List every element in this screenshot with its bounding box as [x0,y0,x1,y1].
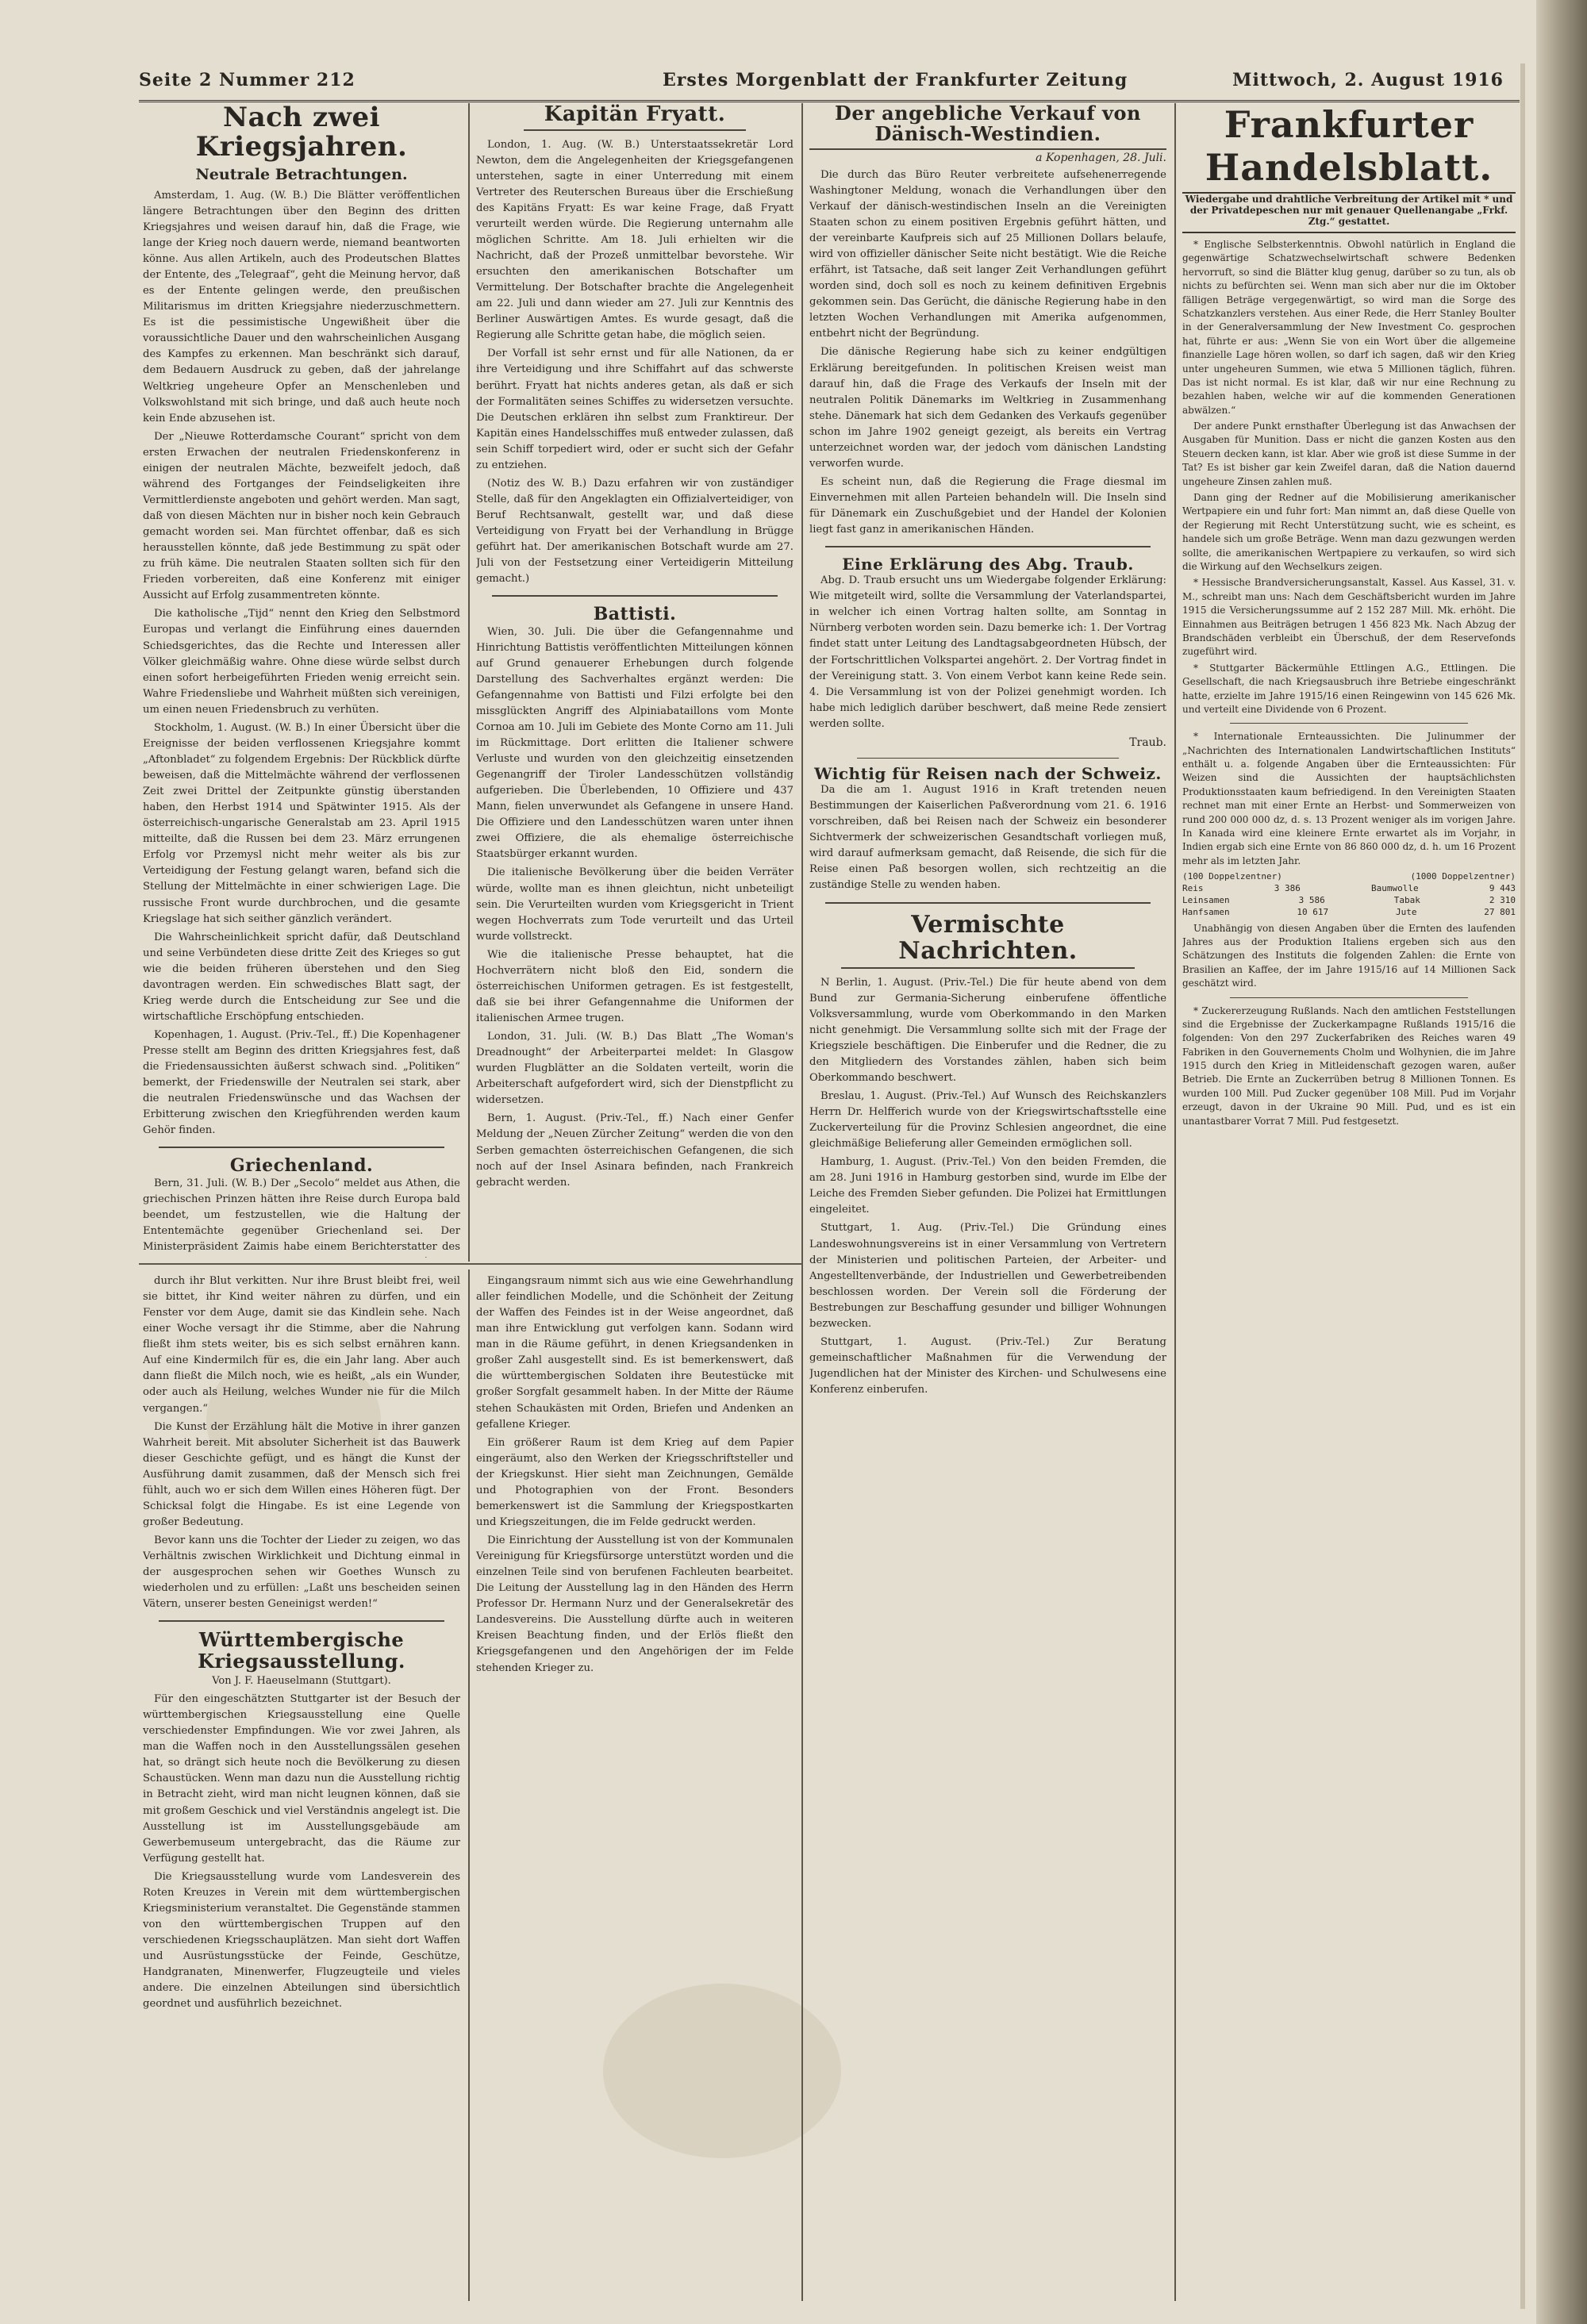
column-feuilleton [143,1273,460,2297]
article-paragraph: Die Kunst der Erzählung hält die Motive in ihrer ganzen Wahrheit bereit. Mit absoluter Sicherheit ist das Bauwerk dieser Geschichte gefügt, und es hängt die Kunst der Ausführung damit zusammen, daß der Mensch sich frei fühlt, auch wo er sich dem Willen eines Höheren fügt. Der Schicksal folgt die Hingabe. Es ist eine Legende von großer Bedeutung. [143,1420,460,1528]
article-paragraph: Abg. D. Traub ersucht uns um Wiedergabe folgender Erklärung: Wie mitgeteilt wird, sollte die Versammlung der Vaterlandspartei, in welcher ich einen Vortrag halten sollte, am Sonntag in Nürnberg verboten worden sein. Dazu bemerke ich: 1. Der Vortrag findet statt unter Leitung des Landtagsabgeordneten Hübsch, der der Fortschrittlichen Volkspartei angehört. 2. Der Vortrag findet in der Vereinigung statt. 3. Von einem Verbot kann keine Rede sein. 4. Die Versammlung ist von der Polizei genehmigt worden. Ich habe mich lediglich darüber beschwert, daß meine Rede zensiert werden sollte. [809,574,1166,730]
article-paragraph: Eingangsraum nimmt sich aus wie eine Gewehrhandlung aller feindlichen Modelle, und die Schönheit der Zeitung der Waffen des Feindes ist in der Weise angeordnet, daß man ihre Entwicklung gut verfolgen kann. Sodann wird man in die Räume geführt, in denen Kriegsandenken in großer Zahl ausgestellt sind. Es ist bemerkenswert, daß die württembergischen Soldaten ihre Beutestücke mit großer Sorgfalt gesammelt haben. In der Mitte der Räume stehen Schaukästen mit Orden, Briefen und Andenken an gefallene Krieger. [476,1275,794,1431]
article-paragraph: N Berlin, 1. August. (Priv.-Tel.) Die für heute abend von dem Bund zur Germania-Sicherung einberufene öffentliche Volksversammlung, wurde vom Oberkommando in den Marken nicht genehmigt. Die Versammlung sollte sich mit der Frage der Kriegsziele beschäftigen. Die Einberufer und die Redner, die zu den Mitgliedern des Vorstandes zählen, haben sich beim Oberkommando beschwert. [809,976,1166,1084]
article-paragraph: Der „Nieuwe Rotterdamsche Courant“ spricht von dem ersten Erwachen der neutralen Friedenskonferenz in einigen der neutralen Mächte, bezweifelt jedoch, daß während des Fortganges der Feindseligkeiten ihre Vermittlerdienste angeboten und gehört werden. Man sagt, daß von diesen Mächten nur in bisher noch kein Gebrauch gemacht worden sei. Man fürchtet offenbar, daß es sich herausstellen könnte, daß jede Bestimmung zu spät oder zu früh käme. Die neutralen Staaten sollten sich für den Frieden vorbereiten, daß eine Konferenz mit einiger Aussicht auf Erfolg zusammentreten könnte. [143,430,460,602]
article-paragraph: (Notiz des W. B.) Dazu erfahren wir von zuständiger Stelle, daß für den Angeklagten ein Offizialverteidiger, von Beruf Rechtsanwalt, gestellt war, und daß diese Verteidigung von Fryatt bei der Verhandlung in Brügge geführt hat. Der amerikanischen Botschaft wurde am 27. Juli von der Festsetzung einer Verteidigerin Mitteilung gemacht.) [476,477,794,586]
crop-table-row: Leinsamen 3 586 Tabak 2 310 [1182,894,1516,905]
masthead-notice: Wiedergabe und drahtliche Verbreitung der Artikel mit * und der Privatdepeschen nur mit genauer Quellenangabe „Frkf. Ztg.“ gestattet. [1182,194,1516,233]
article-paragraph: Bern, 31. Juli. (W. B.) Der „Secolo“ meldet aus Athen, die griechischen Prinzen hätten ihre Reise durch Europa bald beendet, um festzustellen, wie die Haltung der Ententemächte gegenüber Griechenland sei. Der Ministerpräsident Zaimis habe einem Berichterstatter des [143,1177,460,1253]
article-paragraph: Hamburg, 1. August. (Priv.-Tel.) Von den beiden Fremden, die am 28. Juni 1916 in Hamburg gestorben sind, wurde im Elbe der Leiche des Fremden Sieber gefunden. Die Polizei hat Ermittlungen eingeleitet. [809,1156,1166,1216]
article-paragraph: Kopenhagen, 1. August. (Priv.-Tel., ff.) Die Kopenhagener Presse stellt am Beginn des dritten Kriegsjahres fest, daß die Friedensaussichten äußerst schwach sind. „Politiken“ bemerkt, der Friedenswille der Neutralen sei stark, aber die neutralen Friedenswünsche und das Wachsen der Erbitterung zwischen den Kriegführenden werden kaum Gehör finden. [143,1029,460,1137]
article-paragraph: Dann ging der Redner auf die Mobilisierung amerikanischer Wertpapiere ein und fuhr fort: Man nimmt an, daß diese Quelle von der Regierung mit Recht Unterstützung sucht, wie es scheint, es handele sich um große Beträge. Wenn man dazu gezwungen werden sollte, die amerikanischen Wertpapiere zu verkaufen, so wird sich die Wirkung auf den Wechselkurs zeigen. [1182,492,1516,572]
article-paragraph: Die Wahrscheinlichkeit spricht dafür, daß Deutschland und seine Verbündeten diese dritte Zeit des Krieges so gut wie die beiden früheren überstehen und den Sieg davontragen werden. Ein schwedisches Blatt sagt, der Krieg werde durch die Entscheidung zur See und die wirtschaftliche Erschöpfung entschieden. [143,931,460,1023]
article-headline: Battisti. [593,604,677,625]
article-paragraph: Die Einrichtung der Ausstellung ist von der Kommunalen Vereinigung für Kriegsfürsorge unterstützt worden und die einzelnen Teile sind von berufenen Fachleuten bearbeitet. Die Leitung der Ausstellung lag in den Händen des Herrn Professor Dr. Hermann Nurz und der Generalsekretär des Landesvereins. Die Ausstellung dürfte auch in weiteren Kreisen Beachtung finden, und der Erlös fließt den Kriegsgefangenen und den Angehörigen der im Felde stehenden Krieger zu. [476,1535,794,1674]
page-header [139,67,1520,102]
article-subheadline: Neutrale Betrachtungen. [195,165,408,183]
article-headline: Griechenland. [229,1155,374,1177]
article-paragraph: Unabhängig von diesen Angaben über die Ernten des laufenden Jahres aus der Produktion Italiens ergeben sich aus den Schätzungen des Instituts die folgenden Zahlen: die Ernte von Brasilien an Kaffee, der im Jahre 1915/16 auf 14 Millionen Sack geschätzt wird. [1182,922,1516,989]
column-feuilleton-continued [476,1273,794,2297]
article-dateline: a Kopenhagen, 28. Juli. [1036,151,1166,164]
crop-table-row: Reis 3 386 Baumwolle 9 443 [1182,883,1516,894]
article-paragraph: Stockholm, 1. August. (W. B.) In einer Übersicht über die Ereignisse der beiden verflossenen Kriegsjahre kommt „Aftonbladet“ zu folgendem Ergebnis: Der Rückblick dürfte beweisen, daß die Mittelmächte während der verflossenen Zeit zwei Drittel der Zeitpunkte günstig überstanden haben, den Herbst 1914 und Spätwinter 1915. Als der österreichisch-ungarische Generalstab am 23. April 1915 mitteilte, daß die Russen bei dem 23. März errungenen Erfolg vor Przemysl nicht mehr weiter als bis zur Verteidigung der Festung gelangt waren, befand sich die Stellung der Mittelmächte in einer schwierigen Lage. Die russische Front wurde durchbrochen, und die gesamte Kriegslage hat sich seither gänzlich verändert. [143,721,460,925]
article-paragraph: Es scheint nun, daß die Regierung die Frage diesmal im Einvernehmen mit allen Parteien behandeln will. Die Inseln sind für Dänemark ein Zuschußgebiet und der Handel der Kolonien liegt fast ganz in amerikanischen Händen. [809,475,1166,536]
article-paragraph: Die katholische „Tijd“ nennt den Krieg den Selbstmord Europas und verlangt die Einführung eines dauernden Schiedsgerichtes, das die Rechte und Interessen aller Völker gleichmäßig wahre. Ohne diese würde selbst durch einen sofort herbeigeführten Frieden wenig erreicht sein. Wahre Friedensliebe und Wahrheit müßten sich vereinigen, um einen neuen Friedensbruch zu verhüten. [143,608,460,716]
article-paragraph: Bevor kann uns die Tochter der Lieder zu zeigen, wo das Verhältnis zwischen Wirklichkeit und Dichtung einmal in der ausgesprochen sehen wir Goethes Wunsch zu wiederholen und zu erfüllen: „Laßt uns bescheiden seinen Vätern, unserer besten Geneinigst werden!“ [143,1535,460,1611]
article-headline: Der angebliche Verkauf von Dänisch-Westindien. [809,103,1166,150]
article-paragraph: * Hessische Brandversicherungsanstalt, Kassel. Aus Kassel, 31. v. M., schreibt man uns: Nach dem Geschäftsbericht wurden im Jahre 1915 die Versicherungssumme auf 2 152 287 Mill. Mk. erhöht. Die Einnahmen aus Beiträgen betrugen 1 456 823 Mk. Nach Abzug der Brandschäden verbleibt ein Überschuß, der dem Reservefonds zugeführt wird. [1182,577,1516,658]
article-headline: Württembergische Kriegsausstellung. [198,1628,405,1673]
article-headline: Wichtig für Reisen nach der Schweiz. [814,764,1162,784]
column-danish-west-indies [809,103,1166,2301]
page-number-label: Seite 2 Nummer 212 [139,70,355,90]
article-paragraph: Der andere Punkt ernsthafter Überlegung ist das Anwachsen der Ausgaben für Munition. Dass er nicht die ganzen Kosten aus den Steuern decken kann, ist klar. Aber wie groß ist diese Summe in der Tat? Es ist bisher gar kein Zweifel daran, daß die Nation dauernd ungeheure Zinsen zahlen muß. [1182,421,1516,487]
section-masthead: Frankfurter Handelsblatt. [1182,103,1516,194]
article-paragraph: Der Vorfall ist sehr ernst und für alle Nationen, da er ihre Verteidigung und ihre Schiffahrt auf das schwerste berührt. Fryatt hat nichts anderes getan, als daß er sich der Formalitäten seines Schiffes zu widersetzen versuchte. Die Deutschen erklären ihn selbst zum Franktireur. Der Kapitän eines Handelsschiffes muß entweder zulassen, daß sein Schiff torpediert wird, oder er sucht sich der Gefahr zu entziehen. [476,348,794,471]
article-paragraph: Bern, 1. August. (Priv.-Tel., ff.) Nach einer Genfer Meldung der „Neuen Zürcher Zeitung“ werden die von den Serben gemachten österreichischen Gefangenen, die sich noch auf der Insel Asinara befinden, nach Frankreich gebracht werden. [476,1112,794,1189]
article-paragraph: * Zuckererzeugung Rußlands. Nach den amtlichen Feststellungen sind die Ergebnisse der Zuckerkampagne Rußlands 1915/16 die folgenden: Von den 297 Zuckerfabriken des Reiches waren 49 Fabriken in den Gouvernements Cholm und Wolhynien, die im Jahre 1915 durch den Krieg in Mitleidenschaft gezogen waren, außer Betrieb. Die Ernte an Zuckerrüben betrug 8 Millionen Tonnen. Es wurden 100 Mill. Pud Zucker gegenüber 108 Mill. Pud im Vorjahr erzeugt, davon in der Ukraine 90 Mill. Pud, und es ist ein unantastbarer Vorrat 7 Mill. Pud festgesetzt. [1182,1005,1516,1127]
article-paragraph: durch ihr Blut verkitten. Nur ihre Brust bleibt frei, weil sie bittet, ihr Kind weiter nähren zu dürfen, und ein Fenster vor dem Auge, damit sie das Kindlein sehe. Nach einer Woche versagt ihr die Stimme, aber die Nahrung fließt ihm stets weiter, bis es sich selbst ernähren kann. Auf eine Kindermilch für es, die ein Jahr lang. Aber auch dann fließt die Milch noch, wie es heißt, „als ein Wunder, oder auch als Heilung, welches Wunder nie für die Milch vergangen.“ [143,1275,460,1415]
crop-table-header: (100 Doppelzentner) (1000 Doppelzentner) [1182,871,1516,882]
column-fryatt [476,103,794,1258]
article-headline: Nach zwei Kriegsjahren. [195,103,408,163]
issue-date: Mittwoch, 2. August 1916 [1232,70,1504,90]
column-handelsblatt [1182,103,1516,2301]
column-rule [468,1270,470,2301]
binding-edge [1536,0,1587,2324]
section-rule [139,1263,801,1265]
column-rule [1174,103,1176,2301]
article-headline: Kapitän Fryatt. [524,103,746,131]
article-paragraph: Ein größerer Raum ist dem Krieg auf dem Papier eingeräumt, also den Werken der Kriegsschriftsteller und der Kriegskunst. Hier sieht man Zeichnungen, Gemälde und Photographien von der Front. Besonders bemerkenswert ist die Sammlung der Kriegspostkarten und Kriegszeitungen, die im Felde gedruckt werden. [476,1436,794,1528]
article-paragraph: Die italienische Bevölkerung über die beiden Verräter würde, wollte man es ihnen gleichtun, nicht unbeteiligt sein. Die Verurteilten wurden vom Kriegsgericht in Trient wegen Hochverrats zum Tode verurteilt und das Urteil wurde vollstreckt. [476,866,794,943]
column-war-years [143,103,460,1258]
article-paragraph: Die Kriegsausstellung wurde vom Landesverein des Roten Kreuzes in Verein mit dem württembergischen Kriegsministerium veranstaltet. Die Gegenstände stammen von den württembergischen Truppen auf den verschiedenen Kriegsschauplätzen. Man sieht dort Waffen und Ausrüstungsstücke der Feinde, Geschütze, Handgranaten, Minenwerfer, Flugzeugteile und vieles andere. Die einzelnen Abteilungen sind übersichtlich geordnet und ausführlich bezeichnet. [143,1870,460,2011]
column-rule [801,103,803,2301]
newspaper-edition-title: Erstes Morgenblatt der Frankfurter Zeitung [663,70,1128,90]
crop-table [1182,871,1516,918]
article-paragraph: Wien, 30. Juli. Die über die Gefangennahme und Hinrichtung Battistis veröffentlichten Mitteilungen können auf Grund genauerer Erhebungen durch folgende Darstellung des Sachverhaltes ergänzt werden: Die Gefangennahme von Battisti und Filzi erfolgte bei den missglückten Angriff des Alpiniabataillons vom Monte Cornoa am 10. Juli im Gebiete des Monte Corno am 11. Juli im Rückmittage. Dort erlitten die Italiener schwere Verluste und wurden von den gleichzeitig einsetzenden Gegenangriff der Tiroler Landesschützen vollständig aufgerieben. Die Überlebenden, 10 Offiziere und 437 Mann, fielen unverwundet als Gefangene in unsere Hand. Die Offiziere und den Landesschützen waren unter ihnen zwei Offiziere, die als ehemalige österreichische Staatsbürger erkannt wurden. [476,625,794,861]
article-paragraph: Stuttgart, 1. August. (Priv.-Tel.) Zur Beratung gemeinschaftlicher Maßnahmen für die Verwendung der Jugendlichen hat der Minister des Kirchen- und Schulwesens eine Konferenz einberufen. [809,1335,1166,1396]
article-byline: Von J. F. Haeuselmann (Stuttgart). [212,1675,391,1688]
article-paragraph: London, 1. Aug. (W. B.) Unterstaatssekretär Lord Newton, dem die Angelegenheiten der Kriegsgefangenen unterstehen, sagte in einer Unterredung mit einem Vertreter des Reuterschen Bureaus über die Erschießung des Kapitäns Fryatt: Es war keine Frage, daß Fryatt verurteilt werden würde. Die Regierung unternahm alle möglichen Schritte. Am 18. Juli erhielten wir die Nachricht, daß der Prozeß unmittelbar bevorstehe. Wir ersuchten den amerikanischen Botschafter um Vermittelung. Der Botschafter brachte die Angelegenheit am 22. Juli und dann wieder am 27. Juli zur Kenntnis des Berliner Auswärtigen Amtes. Es wurde gesagt, daß die Regierung alle Schritte getan habe, die möglich seien. [476,138,794,342]
article-paragraph: Die durch das Büro Reuter verbreitete aufsehenerregende Washingtoner Meldung, wonach die Verhandlungen über den Verkauf der dänisch-westindischen Inseln an die Vereinigten Staaten schon zu einem positiven Ergebnis geführt hätten, und der vereinbarte Kaufpreis sich auf 25 Millionen Dollars belaufe, wird von offizieller dänischer Seite nicht bestätigt. Wie die Reiche erfährt, ist Tatsache, daß seit langer Zeit Verhandlungen geführt worden sind, doch soll es noch zu keinem definitiven Ergebnis gekommen sein. Das Gerücht, die dänische Regierung habe in den letzten Wochen Verhandlungen mit Amerika aufgenommen, entbehrt nicht der Begründung. [809,168,1166,340]
article-paragraph: Amsterdam, 1. Aug. (W. B.) Die Blätter veröffentlichen längere Betrachtungen über den Beginn des dritten Kriegsjahres und weisen darauf hin, daß die Frage, wie lange der Krieg noch dauern werde, niemand beantworten könne. Aus allen Artikeln, auch des Prodeutschen Blattes der Entente, des „Telegraaf“, geht die Meinung hervor, daß es der Entente gelingen werde, den preußischen Militarismus im dritten Kriegsjahre niederzuschmettern. Es ist die pessimistische Ungewißheit über die voraussichtliche Dauer und den wahrscheinlichen Ausgang des Kampfes zu erkennen. Man beschränkt sich darauf, dem Bedauern Ausdruck zu geben, daß der jahrelange Weltkrieg ungeheure Opfer an Menschenleben und Volkswohlstand mit sich bringe, und daß auch heute noch kein Ende abzusehen ist. [143,189,460,424]
article-paragraph: * Englische Selbsterkenntnis. Obwohl natürlich in England die gegenwärtige Schatzwechselwirtschaft schwere Bedenken hervorruft, so sind die Blätter klug genug, darüber so zu tun, als ob nichts zu befürchten sei. Wenn man sich aber nur die im Oktober fälligen Beträge vergegenwärtigt, so wird man die Sorge des Schatzkanzlers verstehen. Aus einer Rede, die Herr Stanley Boulter in der Generalversammlung der New Investment Co. gesprochen hat, führte er aus: „Wenn Sie von ein Wort über die allgemeine finanzielle Lage hören wollen, so darf ich sagen, daß wir den Krieg unter ungeheuren Summen, wie etwa 5 Millionen täglich, führen. Das ist nicht normal. Es ist klar, daß wir nur eine Rechnung zu bezahlen haben, welche wir auf die kommenden Generationen abwälzen.“ [1182,239,1516,416]
page-gutter [1520,63,1525,2309]
article-paragraph: * Stuttgarter Bäckermühle Ettlingen A.G., Ettlingen. Die Gesellschaft, die nach Kriegsausbruch ihre Betriebe eingeschränkt hatte, erzielte im Jahre 1915/16 einen Reingewinn von 145 626 Mk. und verteilt eine Dividende von 6 Prozent. [1182,662,1516,715]
article-paragraph: Stuttgart, 1. Aug. (Priv.-Tel.) Die Gründung eines Landeswohnungsvereins ist in einer Versammlung von Vertretern der Ministerien und politischen Parteien, der Arbeiter- und Angestelltenverbände, der Industriellen und Gewerbetreibenden beschlossen worden. Der Verein soll die Förderung der Bestrebungen zur Beschaffung gesunder und billiger Wohnungen bezwecken. [809,1222,1166,1330]
article-paragraph: Da die am 1. August 1916 in Kraft tretenden neuen Bestimmungen der Kaiserlichen Paßverordnung vom 21. 6. 1916 vorschreiben, daß bei Reisen nach der Schweiz ein besonderer Sichtvermerk der schweizerischen Gesandtschaft vorliegen muß, wird darauf aufmerksam gemacht, daß Reisende, die sich für die Reise einen Paß besorgen wollen, sich rechtzeitig an die zuständige Stelle zu wenden haben. [809,784,1166,892]
article-signature: Traub. [1129,736,1166,749]
article-paragraph: Breslau, 1. August. (Priv.-Tel.) Auf Wunsch des Reichskanzlers Herrn Dr. Helfferich wurde von der Kriegswirtschaftsstelle eine Zuckerverteilung für die Provinz Schlesien angeordnet, die eine gleichmäßige Belieferung aller Gemeinden ermöglichen soll. [809,1089,1166,1150]
article-paragraph: Für den eingeschätzten Stuttgarter ist der Besuch der württembergischen Kriegsausstellung eine Quelle verschiedenster Empfindungen. Wie vor zwei Jahren, als man die Waffen noch in den Ausstellungssälen gesehen hat, so drängt sich heute noch die Bevölkerung zu diesen Schaustücken. Wenn man dazu nun die Ausstellung richtig in Betracht zieht, wird man nicht leugnen können, daß sie mit großem Geschick und viel Verständnis angelegt ist. Die Ausstellung ist im Ausstellungsgebäude am Gewerbemuseum untergebracht, das die Räume zur Verfügung gestellt hat. [143,1693,460,1865]
article-headline: Eine Erklärung des Abg. Traub. [842,555,1134,574]
article-paragraph: * Internationale Ernteaussichten. Die Julinummer der „Nachrichten des Internationalen Landwirtschaftlichen Instituts“ enthält u. a. folgende Angaben über die Ernteaussichten: Für Weizen sind die Aussichten der hauptsächlichsten Produktionsstaaten kaum befriedigend. In den Vereinigten Staaten rechnet man mit einer Ernte an Herbst- und Sommerweizen von rund 200 000 000 dz, d. s. 13 Prozent weniger als im vorigen Jahre. In Kanada wird eine kleinere Ernte erwartet als im Vorjahr, in Indien ergab sich eine Ernte von 86 860 000 dz, d. h. um 16 Prozent mehr als im letzten Jahr. [1182,731,1516,866]
article-headline: Vermischte Nachrichten. [841,912,1135,969]
article-paragraph: London, 31. Juli. (W. B.) Das Blatt „The Woman's Dreadnought“ der Arbeiterpartei meldet: In Glasgow wurden Flugblätter an die Soldaten verteilt, worin die Arbeiterschaft aufgefordert wird, sich der Dienstpflicht zu widersetzen. [476,1031,794,1107]
article-paragraph: Wie die italienische Presse behauptet, hat die Hochverrätern nicht bloß den Eid, sondern die österreichischen Uniformen getragen. Es ist festgestellt, daß sie bei ihrer Gefangennahme die Uniformen der italienischen Armee trugen. [476,948,794,1025]
column-rule [468,103,470,1262]
article-paragraph: Die dänische Regierung habe sich zu keiner endgültigen Erklärung bereitgefunden. In politischen Kreisen weist man darauf hin, daß die Frage des Verkaufs der Inseln mit der neutralen Politik Dänemarks im Weltkrieg in Zusammenhang stehe. Dänemark hat sich dem Gedanken des Verkaufs gegenüber schon im Jahre 1902 geneigt gezeigt, als bereits ein Vertrag unterzeichnet worden war, der jedoch vom dänischen Landsting verworfen wurde. [809,346,1166,470]
crop-table-row: Hanfsamen 10 617 Jute 27 801 [1182,906,1516,917]
